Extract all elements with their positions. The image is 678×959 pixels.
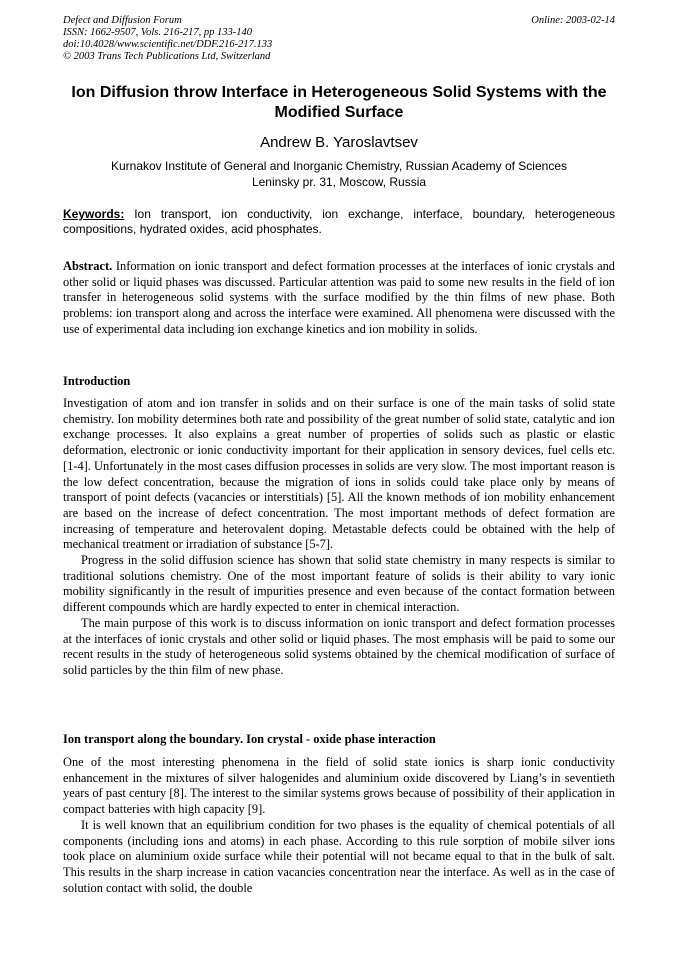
affiliation xyxy=(63,158,615,190)
journal-header xyxy=(63,15,443,63)
journal-name: Defect and Diffusion Forum xyxy=(63,15,182,26)
intro-paragraph-3: The main purpose of this work is to discuss information on ionic transport and defect formation processes at the interfaces of ionic crystals and other solid or liquid phases. The most emphasis will be paid to some our recent results in the study of heterogeneous solid systems obtained by the chemical modification of surface of solid particles by the thin film of new phase. xyxy=(63,615,615,677)
keywords-text: Ion transport, ion conductivity, ion exchange, interface, boundary, heterogeneous compositions, hydrated oxides, acid phosphates. xyxy=(63,207,615,236)
doi-line: doi:10.4028/www.scientific.net/DDF.216-217.133 xyxy=(63,39,273,50)
section-2-heading: Ion transport along the boundary. Ion crystal - oxide phase interaction xyxy=(63,732,436,746)
affiliation-line-2: Leninsky pr. 31, Moscow, Russia xyxy=(251,175,427,189)
copyright-line: © 2003 Trans Tech Publications Ltd, Switzerland xyxy=(63,51,271,62)
abstract xyxy=(63,259,615,338)
issn-line: ISSN: 1662-9507, Vols. 216-217, pp 133-140 xyxy=(63,27,252,38)
section-2-paragraph-1: One of the most interesting phenomena in the field of solid state ionics is sharp ionic conductivity enhancement in the mixtures of silver halogenides and aluminium oxide discovered by Liang’s in seventieth years of past century [8]. The interest to the similar systems grows because of possibility of their application in compact batteries with high capacity [9]. xyxy=(63,755,615,817)
keywords xyxy=(63,207,615,237)
introduction-body xyxy=(63,396,615,679)
online-date: Online: 2003-02-14 xyxy=(531,15,615,26)
intro-paragraph-1: Investigation of atom and ion transfer in solids and on their surface is one of the main tasks of solid state chemistry. Ion mobility determines both rate and possibility of the great number of solid state, catalytic and ion exchange processes. It also explains a great number of properties of solids such as plastic or elastic deformation, electronic or ionic conductivity important for their application in sensory devices, fuel cells etc. [1-4]. Unfortunately in the most cases diffusion processes in solids are very slow. The most important reason is the low defect concentration, because the migration of ions in solids could take place only by means of transport of point defects (vacancies or interstitials) [5]. All the known methods of ion mobility enhancement are based on the increase of defect concentration. The most important methods of defect formation are increasing of temperature and heterovalent doping. Metastable defects could be obtained with the help of mechanical treatment or irradiation of substance [5-7]. xyxy=(63,396,615,552)
abstract-label: Abstract. xyxy=(63,259,113,273)
paper-title: Ion Diffusion throw Interface in Heterogeneous Solid Systems with the Modified Surface xyxy=(71,84,607,121)
affiliation-line-1: Kurnakov Institute of General and Inorganic Chemistry, Russian Academy of Sciences xyxy=(110,159,567,173)
intro-paragraph-2: Progress in the solid diffusion science has shown that solid state chemistry in many respects is similar to traditional solutions chemistry. One of the most important feature of solids is their ability to vary ionic mobility significantly in the result of impurities presence and even because of the contact formation between different compounds which are hardly expected to enter in chemical interaction. xyxy=(63,553,615,615)
section-2-body xyxy=(63,755,615,896)
section-2-paragraph-2: It is well known that an equilibrium condition for two phases is the equality of chemical potentials of all components (including ions and atoms) in each phase. According to this rule sorption of mobile silver ions took place on aluminium oxide surface while their potential will not became equal to that in the bulk of salt. This results in the sharp increase in cation vacancies concentration near the interface. As well as in the case of solution contact with solid, the double xyxy=(63,817,615,895)
author-name: Andrew B. Yaroslavtsev xyxy=(260,134,418,151)
abstract-text: Information on ionic transport and defect formation processes at the interfaces of ionic crystals and other solid or liquid phases was discussed. Particular attention was paid to some new results in the field of ion transfer in heterogeneous solid systems with the surface modified by the thin films of new phase. Both problems: ion transport along and across the interface were examined. All phenomena were discussed with the use of experimental data including ion exchange kinetics and ion mobility in solids. xyxy=(63,259,615,336)
introduction-heading: Introduction xyxy=(63,374,131,388)
keywords-label: Keywords: xyxy=(63,207,125,221)
